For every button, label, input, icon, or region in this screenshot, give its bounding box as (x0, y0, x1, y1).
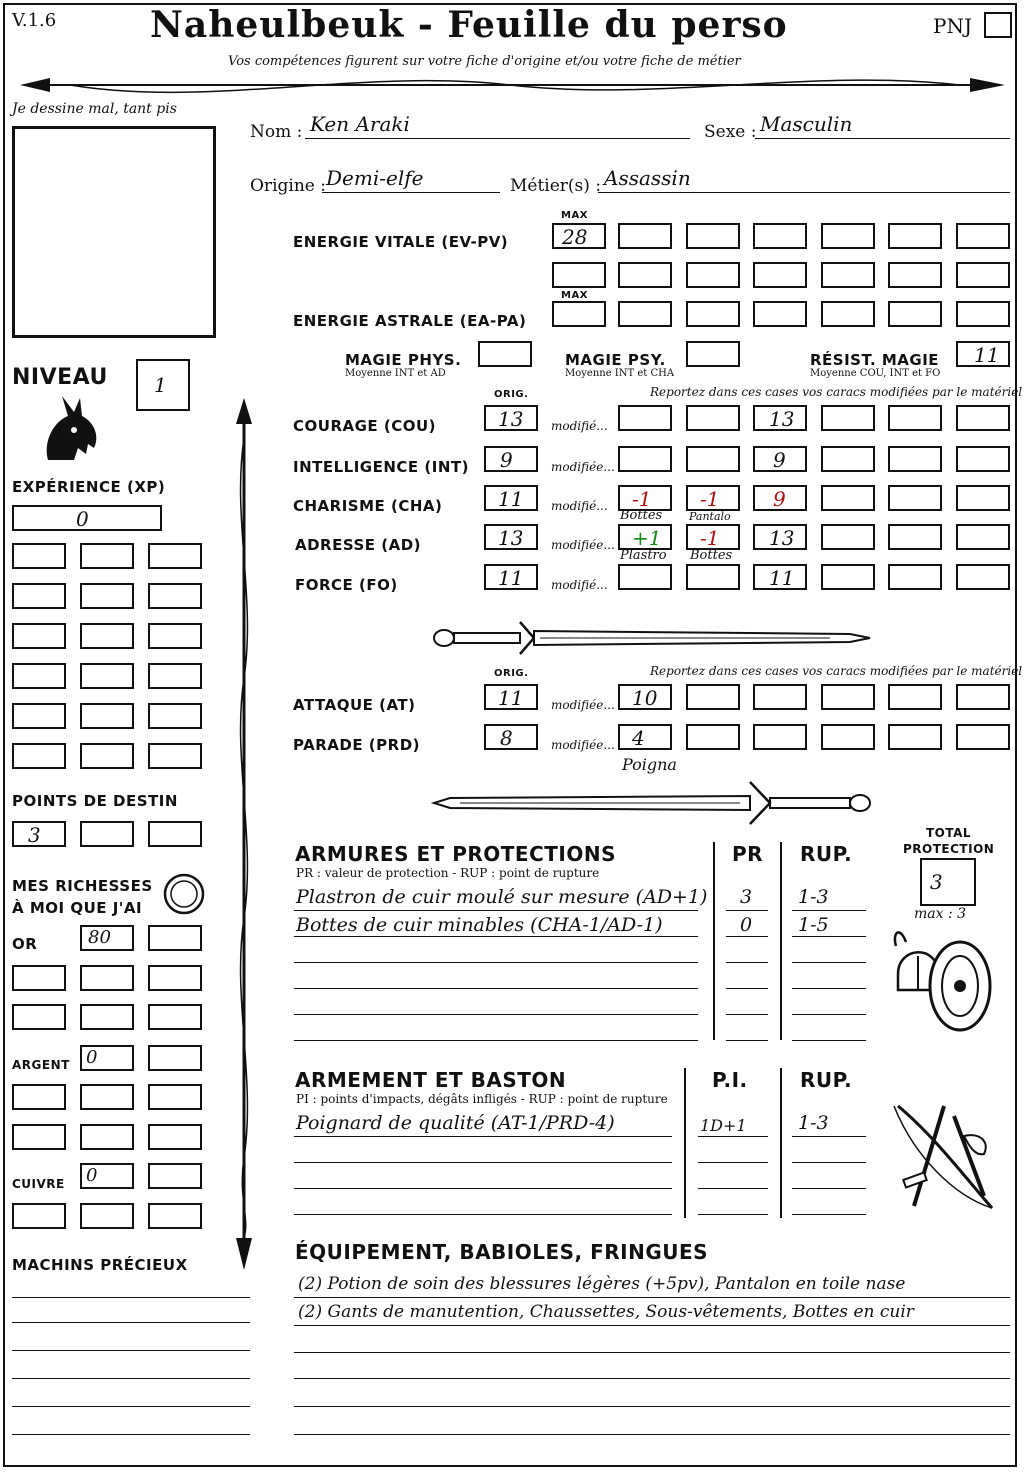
xp-box[interactable] (12, 583, 66, 609)
ad-mod-box[interactable] (821, 524, 875, 550)
rup-line[interactable] (792, 1040, 866, 1041)
xp-box[interactable] (12, 623, 66, 649)
ad-label: ADRESSE (AD) (295, 536, 422, 554)
arme-line[interactable] (294, 1162, 672, 1163)
ev-box[interactable] (956, 262, 1010, 288)
total-protection-box[interactable] (920, 858, 976, 906)
prd-mod-box[interactable] (753, 724, 807, 750)
pr-line (726, 910, 768, 911)
xp-value: 0 (76, 507, 89, 531)
helmet-shield-icon (888, 926, 998, 1038)
ea-max-label: MAX (561, 290, 588, 301)
machins-line[interactable] (12, 1322, 250, 1323)
at-mod-box[interactable] (821, 684, 875, 710)
armement-pi-label: P.I. (712, 1068, 748, 1092)
machins-line[interactable] (12, 1350, 250, 1351)
total-protection-label-2: PROTECTION (903, 842, 995, 856)
pi-line[interactable] (698, 1162, 768, 1163)
richesses-label-1: MES RICHESSES (12, 877, 153, 895)
metier-label: Métier(s) : (510, 176, 602, 196)
fo-mod-box[interactable] (618, 564, 672, 590)
cou-mod-box[interactable] (956, 405, 1010, 431)
cha-final-value: 9 (773, 487, 786, 511)
equipement-line-text[interactable]: (2) Potion de soin des blessures légères (+5pv), Pantalon en toile nase (298, 1274, 906, 1294)
prd-mod-box[interactable] (956, 724, 1010, 750)
fo-orig-value: 11 (498, 566, 524, 590)
xp-box[interactable] (12, 743, 66, 769)
niveau-box[interactable] (136, 359, 190, 411)
prd-mod-box[interactable] (618, 724, 672, 750)
pi-line (698, 1136, 768, 1137)
magie-psy-box[interactable] (686, 341, 740, 367)
portrait-caption: Je dessine mal, tant pis (12, 101, 177, 117)
ea-box[interactable] (821, 301, 875, 327)
rup-line (792, 1136, 866, 1137)
or-box[interactable] (148, 925, 202, 951)
or-box[interactable] (80, 965, 134, 991)
armement-col-divider (684, 1068, 686, 1218)
or-box[interactable] (12, 1004, 66, 1030)
ad-final-box[interactable] (753, 524, 807, 550)
magie-phys-box[interactable] (478, 341, 532, 367)
sexe-label: Sexe : (704, 122, 757, 142)
cou-label: COURAGE (COU) (293, 417, 437, 435)
rup-line (792, 910, 866, 911)
ad-mod-box[interactable] (686, 524, 740, 550)
rup-line[interactable] (792, 1188, 866, 1189)
ad-mod-box[interactable] (618, 524, 672, 550)
fo-label: FORCE (FO) (295, 576, 398, 594)
or-box[interactable] (148, 1004, 202, 1030)
rup-line[interactable] (792, 1214, 866, 1215)
cou-modifie-label: modifié... (551, 419, 608, 433)
rup-line[interactable] (792, 988, 866, 989)
ad-mod-box[interactable] (888, 524, 942, 550)
xp-box[interactable] (148, 623, 202, 649)
equipement-title: ÉQUIPEMENT, BABIOLES, FRINGUES (295, 1240, 709, 1264)
armure-line[interactable] (294, 1040, 698, 1041)
metier-line (598, 192, 1010, 193)
ea-max-box[interactable] (552, 301, 606, 327)
equipement-line (294, 1325, 1010, 1326)
ad-final-value: 13 (769, 526, 795, 550)
cuivre-box[interactable] (12, 1203, 66, 1229)
cou-mod-box[interactable] (618, 405, 672, 431)
at-orig-value: 11 (498, 686, 524, 710)
xp-box[interactable] (148, 743, 202, 769)
version-label: V.1.6 (12, 10, 57, 31)
ad-orig-value: 13 (498, 526, 524, 550)
xp-label: EXPÉRIENCE (XP) (12, 478, 166, 496)
prd-label: PARADE (PRD) (293, 736, 421, 754)
fo-modifie-label: modifié... (551, 578, 608, 592)
pi-line[interactable] (698, 1188, 768, 1189)
ad-mod2-note: Bottes (690, 548, 733, 563)
int-orig-value: 9 (500, 448, 513, 472)
ev-box[interactable] (686, 262, 740, 288)
sword-icon (430, 778, 874, 828)
pr-line[interactable] (726, 962, 768, 963)
cuivre-box[interactable] (80, 1163, 134, 1189)
argent-box[interactable] (12, 1084, 66, 1110)
ev-box[interactable] (618, 262, 672, 288)
cou-mod-box[interactable] (888, 405, 942, 431)
prd-orig-box[interactable] (484, 724, 538, 750)
ev-box[interactable] (821, 223, 875, 249)
stats-report-note: Reportez dans ces cases vos caracs modifiées par le matériel (650, 385, 1023, 399)
nom-line (305, 138, 690, 139)
argent-box[interactable] (148, 1045, 202, 1071)
armures-title: ARMURES ET PROTECTIONS (295, 842, 616, 866)
total-protection-value: 3 (930, 870, 943, 894)
cha-orig-value: 11 (498, 487, 524, 511)
ea-box[interactable] (753, 301, 807, 327)
xp-box[interactable] (12, 663, 66, 689)
at-mod-value: 10 (632, 686, 658, 710)
int-final-value: 9 (773, 448, 786, 472)
ad-mod1-note: Plastro (620, 548, 667, 563)
armures-rup-label: RUP. (800, 842, 853, 866)
pr-line (726, 936, 768, 937)
cou-mod-box[interactable] (686, 405, 740, 431)
fo-mod-box[interactable] (888, 564, 942, 590)
int-mod-box[interactable] (956, 446, 1010, 472)
ev-box[interactable] (888, 223, 942, 249)
cuivre-box[interactable] (80, 1203, 134, 1229)
fo-mod-box[interactable] (821, 564, 875, 590)
ad-mod-box[interactable] (956, 524, 1010, 550)
prd-mod-box[interactable] (888, 724, 942, 750)
xp-box[interactable] (80, 623, 134, 649)
armure-pr[interactable]: 0 (740, 914, 753, 936)
armure-name[interactable]: Plastron de cuir moulé sur mesure (AD+1) (296, 886, 708, 908)
armement-title: ARMEMENT ET BASTON (295, 1068, 567, 1092)
machins-line[interactable] (12, 1434, 250, 1435)
or-box[interactable] (80, 1004, 134, 1030)
arme-pi[interactable]: 1D+1 (700, 1116, 747, 1135)
equipement-line[interactable] (294, 1406, 1010, 1407)
pnj-checkbox[interactable] (984, 12, 1012, 38)
at-mod-box[interactable] (956, 684, 1010, 710)
armement-col-divider (780, 1068, 782, 1218)
magie-phys-label: MAGIE PHYS. (345, 351, 462, 369)
cuivre-value: 0 (86, 1165, 98, 1186)
or-label: OR (12, 935, 38, 953)
cha-mod1-value: -1 (632, 487, 652, 511)
argent-box[interactable] (148, 1084, 202, 1110)
arme-rup[interactable]: 1-3 (798, 1112, 829, 1134)
armure-line (294, 936, 698, 937)
destin-box[interactable] (12, 821, 66, 847)
armement-sub: PI : points d'impacts, dégâts infligés - RUP : point de rupture (296, 1092, 668, 1106)
fo-mod-box[interactable] (686, 564, 740, 590)
at-label: ATTAQUE (AT) (293, 696, 416, 714)
arme-line[interactable] (294, 1188, 672, 1189)
cou-mod-box[interactable] (821, 405, 875, 431)
armures-col-divider (713, 842, 715, 1040)
ev-max-box[interactable] (552, 223, 606, 249)
ea-label: ENERGIE ASTRALE (EA-PA) (293, 312, 527, 330)
argent-box[interactable] (12, 1124, 66, 1150)
coin-icon (162, 872, 206, 916)
xp-box[interactable] (148, 703, 202, 729)
int-label: INTELLIGENCE (INT) (293, 458, 469, 476)
metier-value[interactable]: Assassin (604, 166, 691, 190)
prd-mod-value: 4 (632, 726, 645, 750)
cou-final-box[interactable] (753, 405, 807, 431)
cha-mod-box[interactable] (686, 485, 740, 511)
portrait-box[interactable] (12, 126, 216, 338)
stats-orig-label: ORIG. (494, 389, 529, 400)
argent-value: 0 (86, 1047, 98, 1068)
cha-mod-box[interactable] (956, 485, 1010, 511)
pr-line[interactable] (726, 988, 768, 989)
cha-label: CHARISME (CHA) (293, 497, 443, 515)
prd-modifiee-label: modifiée... (551, 738, 615, 752)
machins-line[interactable] (12, 1297, 250, 1298)
cha-orig-box[interactable] (484, 485, 538, 511)
cha-mod-box[interactable] (821, 485, 875, 511)
armures-col-divider (780, 842, 782, 1040)
rup-line (792, 936, 866, 937)
rup-line[interactable] (792, 1014, 866, 1015)
xp-box[interactable] (12, 703, 66, 729)
ev-box[interactable] (753, 223, 807, 249)
equipement-line (294, 1297, 1010, 1298)
armure-line[interactable] (294, 988, 698, 989)
ev-box[interactable] (552, 262, 606, 288)
cuivre-box[interactable] (148, 1163, 202, 1189)
cha-mod2-note: Pantalo (689, 510, 731, 523)
pnj-label: PNJ (933, 14, 972, 38)
int-modifiee-label: modifiée... (551, 460, 615, 474)
fo-orig-box[interactable] (484, 564, 538, 590)
cuivre-label: CUIVRE (12, 1177, 65, 1191)
prd-mod-box[interactable] (686, 724, 740, 750)
ea-box[interactable] (618, 301, 672, 327)
fo-mod-box[interactable] (956, 564, 1010, 590)
cha-modifie-label: modifié... (551, 499, 608, 513)
origine-label: Origine : (250, 176, 326, 196)
richesses-label-2: À MOI QUE J'AI (12, 899, 143, 917)
equipement-line[interactable] (294, 1378, 1010, 1379)
at-orig-box[interactable] (484, 684, 538, 710)
ea-box[interactable] (686, 301, 740, 327)
armure-pr[interactable]: 3 (740, 886, 753, 908)
fo-final-value: 11 (769, 566, 795, 590)
vertical-spear-icon (228, 398, 260, 1270)
armure-line[interactable] (294, 1014, 698, 1015)
magie-phys-sub: Moyenne INT et AD (345, 368, 446, 379)
ad-mod1-value: +1 (632, 526, 662, 550)
dragon-icon (38, 392, 104, 464)
pr-line[interactable] (726, 1040, 768, 1041)
at-mod-box[interactable] (618, 684, 672, 710)
destin-label: POINTS DE DESTIN (12, 792, 178, 810)
int-mod-box[interactable] (888, 446, 942, 472)
argent-box[interactable] (80, 1045, 134, 1071)
resist-magie-box[interactable] (956, 341, 1010, 367)
machins-line[interactable] (12, 1378, 250, 1379)
ev-label: ENERGIE VITALE (EV-PV) (293, 233, 509, 251)
nom-label: Nom : (250, 122, 303, 142)
nom-value[interactable]: Ken Araki (310, 112, 410, 136)
ev-box[interactable] (821, 262, 875, 288)
ad-orig-box[interactable] (484, 524, 538, 550)
ev-box[interactable] (618, 223, 672, 249)
prd-mod-box[interactable] (821, 724, 875, 750)
cha-mod-box[interactable] (888, 485, 942, 511)
xp-box[interactable] (80, 543, 134, 569)
cou-final-value: 13 (769, 407, 795, 431)
page-subtitle: Vos compétences figurent sur votre fiche d'origine et/ou votre fiche de métier (228, 54, 741, 69)
at-mod-box[interactable] (686, 684, 740, 710)
argent-label: ARGENT (12, 1058, 70, 1072)
xp-box[interactable] (12, 505, 162, 531)
argent-box[interactable] (148, 1124, 202, 1150)
sexe-line (755, 138, 1010, 139)
spear-divider-icon (10, 68, 1014, 102)
sexe-value[interactable]: Masculin (760, 112, 853, 136)
xp-box[interactable] (148, 663, 202, 689)
sword-icon (430, 614, 874, 662)
armure-line (294, 910, 698, 911)
armures-sub: PR : valeur de protection - RUP : point de rupture (296, 866, 600, 880)
armure-rup[interactable]: 1-5 (798, 914, 829, 936)
int-mod-box[interactable] (821, 446, 875, 472)
rup-line[interactable] (792, 1162, 866, 1163)
resist-magie-sub: Moyenne COU, INT et FO (810, 368, 941, 379)
niveau-label: NIVEAU (12, 365, 108, 390)
equipement-line[interactable] (294, 1352, 1010, 1353)
ev-max-value: 28 (562, 225, 588, 249)
destin-box[interactable] (148, 821, 202, 847)
arme-line (294, 1136, 672, 1137)
ev-max-label: MAX (561, 210, 588, 221)
prd-orig-value: 8 (500, 726, 513, 750)
argent-box[interactable] (80, 1084, 134, 1110)
combat-report-note: Reportez dans ces cases vos caracs modifiées par le matériel (650, 664, 1023, 678)
armure-name[interactable]: Bottes de cuir minables (CHA-1/AD-1) (296, 914, 663, 936)
combat-mod-note: Poigna (622, 755, 677, 774)
xp-box[interactable] (148, 583, 202, 609)
cha-mod2-value: -1 (700, 487, 720, 511)
ev-box[interactable] (686, 223, 740, 249)
arme-line[interactable] (294, 1214, 672, 1215)
weapons-icon (884, 1096, 1004, 1216)
equipement-line-text[interactable]: (2) Gants de manutention, Chaussettes, Sous-vêtements, Bottes en cuir (298, 1302, 914, 1322)
pr-line[interactable] (726, 1014, 768, 1015)
or-box[interactable] (80, 925, 134, 951)
cuivre-box[interactable] (148, 1203, 202, 1229)
origine-line (322, 192, 500, 193)
magie-psy-label: MAGIE PSY. (565, 351, 666, 369)
origine-value[interactable]: Demi-elfe (326, 166, 424, 190)
arme-name[interactable]: Poignard de qualité (AT-1/PRD-4) (296, 1112, 615, 1134)
xp-box[interactable] (80, 663, 134, 689)
or-box[interactable] (148, 965, 202, 991)
argent-box[interactable] (80, 1124, 134, 1150)
int-mod-box[interactable] (618, 446, 672, 472)
xp-box[interactable] (148, 543, 202, 569)
cou-orig-box[interactable] (484, 405, 538, 431)
or-box[interactable] (12, 965, 66, 991)
int-mod-box[interactable] (686, 446, 740, 472)
max-protection-note: max : 3 (914, 906, 967, 922)
cou-orig-value: 13 (498, 407, 524, 431)
rup-line[interactable] (792, 962, 866, 963)
machins-label: MACHINS PRÉCIEUX (12, 1256, 188, 1274)
int-orig-box[interactable] (484, 446, 538, 472)
armures-pr-label: PR (732, 842, 764, 866)
armement-rup-label: RUP. (800, 1068, 853, 1092)
at-mod-box[interactable] (753, 684, 807, 710)
fo-final-box[interactable] (753, 564, 807, 590)
ev-box[interactable] (888, 262, 942, 288)
at-modifiee-label: modifiée... (551, 698, 615, 712)
ea-box[interactable] (956, 301, 1010, 327)
combat-orig-label: ORIG. (494, 668, 529, 679)
armure-line[interactable] (294, 962, 698, 963)
cha-mod1-note: Bottes (620, 508, 663, 523)
xp-box[interactable] (12, 543, 66, 569)
xp-box[interactable] (80, 583, 134, 609)
ad-mod2-value: -1 (700, 526, 720, 550)
destin-box[interactable] (80, 821, 134, 847)
or-value: 80 (88, 927, 111, 948)
page-title: Naheulbeuk - Feuille du perso (150, 4, 788, 46)
int-final-box[interactable] (753, 446, 807, 472)
resist-magie-value: 11 (974, 343, 1000, 367)
magie-psy-sub: Moyenne INT et CHA (565, 368, 675, 379)
equipement-line[interactable] (294, 1434, 1010, 1435)
pi-line[interactable] (698, 1214, 768, 1215)
niveau-value: 1 (154, 373, 167, 397)
at-mod-box[interactable] (888, 684, 942, 710)
machins-line[interactable] (12, 1406, 250, 1407)
resist-magie-label: RÉSIST. MAGIE (810, 351, 940, 369)
xp-box[interactable] (80, 743, 134, 769)
ev-box[interactable] (956, 223, 1010, 249)
total-protection-label-1: TOTAL (926, 826, 972, 840)
cha-final-box[interactable] (753, 485, 807, 511)
ad-modifiee-label: modifiée... (551, 538, 615, 552)
armure-rup[interactable]: 1-3 (798, 886, 829, 908)
ea-box[interactable] (888, 301, 942, 327)
xp-box[interactable] (80, 703, 134, 729)
ev-box[interactable] (753, 262, 807, 288)
destin-value: 3 (28, 823, 41, 847)
